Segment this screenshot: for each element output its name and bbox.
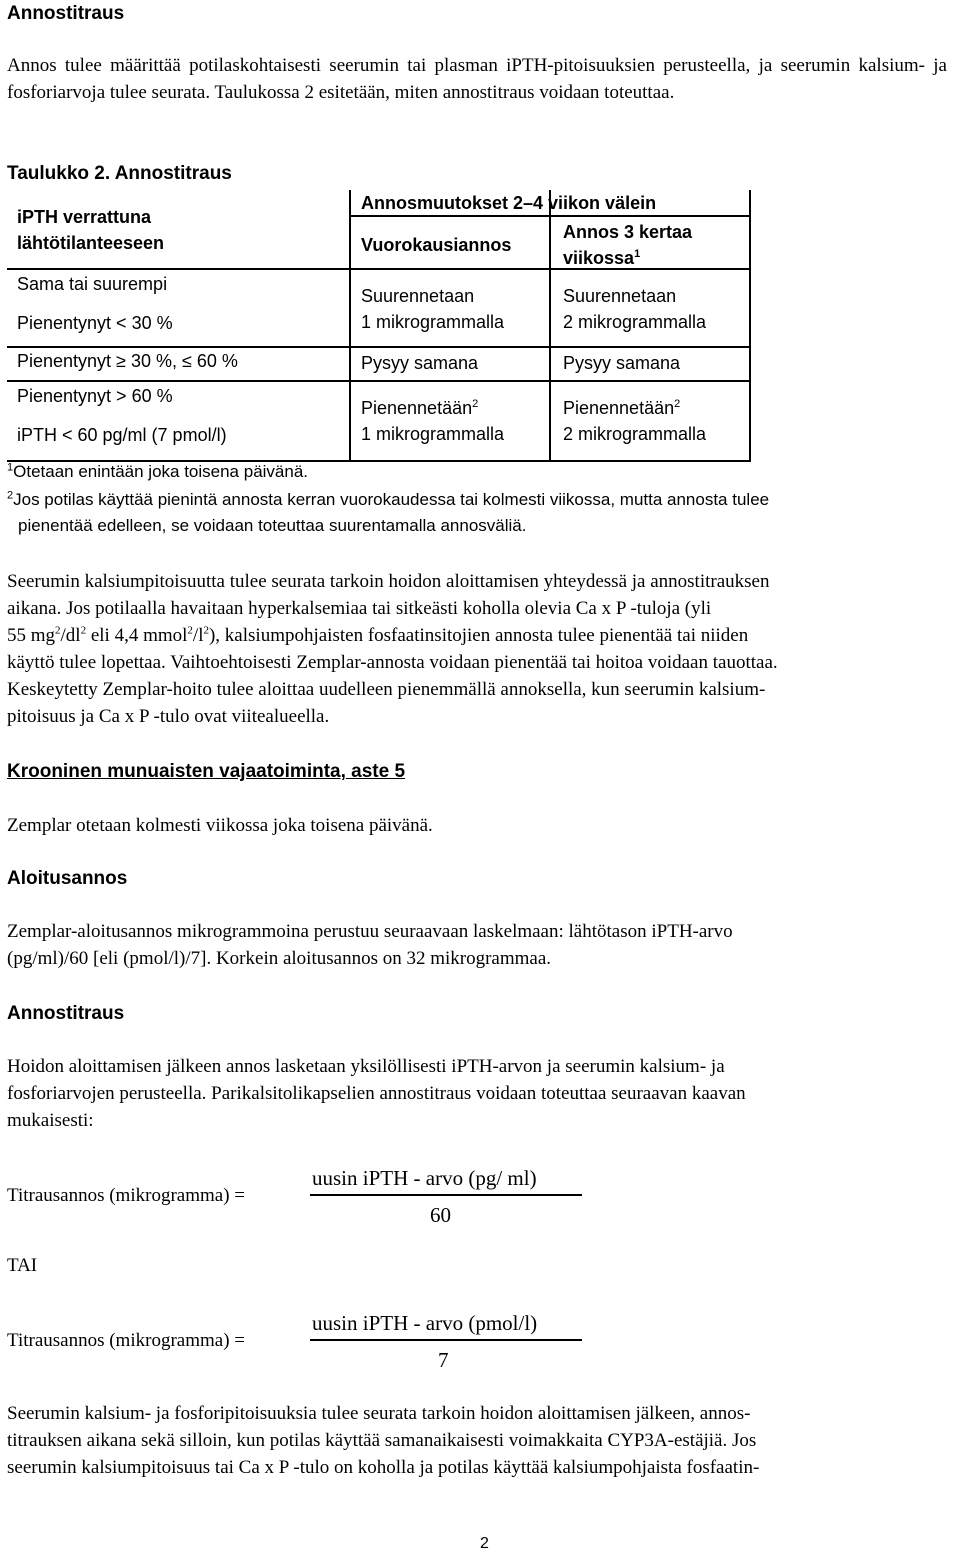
table-column-divider	[349, 190, 351, 462]
header-dose-changes: Annosmuutokset 2–4 viikon välein	[361, 193, 657, 213]
start-dose-heading: Aloitusannos	[7, 868, 128, 889]
dose-titration-table	[7, 190, 751, 462]
row3-weekly-b: 2 mikrogrammalla	[563, 424, 707, 444]
calcium-line-1: Seerumin kalsiumpitoisuutta tulee seurata tarkoin hoidon aloittamisen yhteydessä ja annostitrauksen	[7, 571, 770, 592]
table-caption: Taulukko 2. Annostitraus	[7, 163, 232, 184]
row1-daily-b: 1 mikrogrammalla	[361, 312, 505, 332]
header-three-times-weekly-line2: viikossa$^1$	[563, 248, 641, 268]
formula-1-denominator: 60	[430, 1203, 451, 1227]
row3-ipth-a: Pienentynyt > 60 %	[17, 386, 173, 406]
closing-line-2: titrauksen aikana sekä silloin, kun potilas käyttää samanaikaisesti voimakkaita CYP3A-estäjiä. Jos	[7, 1430, 757, 1451]
formula-2-denominator: 7	[438, 1348, 449, 1372]
start-dose-line-1: Zemplar-aloitusannos mikrogrammoina perustuu seuraavaan laskelmaan: lähtötason iPTH-arvo	[7, 921, 733, 942]
closing-line-1: Seerumin kalsium- ja fosforipitoisuuksia tulee seurata tarkoin hoidon aloittamisen jälkeen, annos-	[7, 1403, 751, 1424]
row1-daily-a: Suurennetaan	[361, 286, 475, 306]
formula-2-numerator: uusin iPTH - arvo (pmol/l)	[312, 1311, 538, 1335]
page-number: 2	[480, 1535, 489, 1552]
header-ipth-line2: lähtötilanteeseen	[17, 233, 165, 253]
closing-line-3: seerumin kalsiumpitoisuus tai Ca x P -tulo on koholla ja potilas käyttää kalsiumpohjaista fosfaatin-	[7, 1457, 760, 1478]
row2-ipth: Pienentynyt ≥ 30 %, ≤ 60 %	[17, 351, 238, 371]
row1-ipth-b: Pienentynyt < 30 %	[17, 313, 173, 333]
table-column-divider	[749, 190, 751, 462]
header-ipth-line1: iPTH verrattuna	[17, 207, 152, 227]
row2-weekly: Pysyy samana	[563, 353, 681, 373]
row1-ipth-a: Sama tai suurempi	[17, 274, 168, 294]
calcium-line-2: aikana. Jos potilaalla havaitaan hyperkalsemiaa tai sitkeästi koholla olevia Ca x P -tuloja (yli	[7, 598, 712, 619]
titration-line-1: Hoidon aloittamisen jälkeen annos lasketaan yksilöllisesti iPTH-arvon ja seerumin kalsium- ja	[7, 1056, 725, 1077]
formula-1-numerator: uusin iPTH - arvo (pg/ ml)	[312, 1166, 537, 1190]
formula-2-fraction-bar	[310, 1339, 582, 1341]
table-rule	[7, 380, 751, 382]
section-heading: Krooninen munuaisten vajaatoiminta, aste 5	[7, 761, 406, 782]
calcium-line-4: käyttö tulee lopettaa. Vaihtoehtoisesti Zemplar-annosta voidaan pienentää tai hoitoa voidaan tauottaa.	[7, 652, 778, 673]
titration-line-3: mukaisesti:	[7, 1110, 94, 1131]
header-daily-dose: Vuorokausiannos	[361, 235, 512, 255]
row3-weekly-a: Pienennetään$^2$	[563, 398, 681, 418]
row1-weekly-a: Suurennetaan	[563, 286, 677, 306]
intro-paragraph: Annos tulee määrittää potilaskohtaisesti seerumin tai plasman iPTH-pitoisuuksien perusteella, ja seerumin kalsium- ja fosforiarvoja tulee seurata. Taulukossa 2 esitetään, miten annostitraus voidaan toteuttaa.	[7, 55, 947, 103]
row1-weekly-b: 2 mikrogrammalla	[563, 312, 707, 332]
formula-2-lhs: Titrausannos (mikrogramma) =	[7, 1330, 245, 1351]
header-three-times-weekly-line1: Annos 3 kertaa	[563, 222, 693, 242]
formula-1-lhs: Titrausannos (mikrogramma) =	[7, 1185, 245, 1206]
calcium-line-5: Keskeytetty Zemplar-hoito tulee aloittaa uudelleen pienemmällä annoksella, kun seerumin kalsium-	[7, 679, 766, 700]
page-heading: Annostitraus	[7, 3, 125, 24]
footnote-2-continued: pienentää edelleen, se voidaan toteuttaa suurentamalla annosväliä.	[18, 516, 527, 535]
section-intro: Zemplar otetaan kolmesti viikossa joka toisena päivänä.	[7, 815, 433, 836]
table-column-divider	[549, 190, 551, 462]
row3-ipth-b: iPTH < 60 pg/ml (7 pmol/l)	[17, 425, 227, 445]
row2-daily: Pysyy samana	[361, 353, 479, 373]
row3-daily-a: Pienennetään$^2$	[361, 398, 479, 418]
formula-1-fraction-bar	[310, 1194, 582, 1196]
titration-line-2: fosforiarvojen perusteella. Parikalsitolikapselien annostitraus voidaan toteuttaa seuraavan kaavan	[7, 1083, 746, 1104]
calcium-line-6: pitoisuus ja Ca x P -tulo ovat viitealueella.	[7, 706, 330, 727]
footnote-2: $^2$Jos potilas käyttää pienintä annosta kerran vuorokaudessa tai kolmesti viikossa, mutta annosta tulee	[7, 489, 770, 509]
footnote-1: $^1$Otetaan enintään joka toisena päivänä.	[7, 461, 309, 481]
titration-heading: Annostitraus	[7, 1003, 125, 1024]
row3-daily-b: 1 mikrogrammalla	[361, 424, 505, 444]
calcium-line-3: 55 $mg^2/dl^2$ eli 4,4 $mmol^2/l^2$), kalsiumpohjaisten fosfaatinsitojien annosta tulee pienentää tai niiden	[7, 624, 749, 646]
or-label: TAI	[7, 1255, 38, 1276]
start-dose-line-2: (pg/ml)/60 [eli (pmol/l)/7]. Korkein aloitusannos on 32 mikrogrammaa.	[7, 948, 552, 969]
